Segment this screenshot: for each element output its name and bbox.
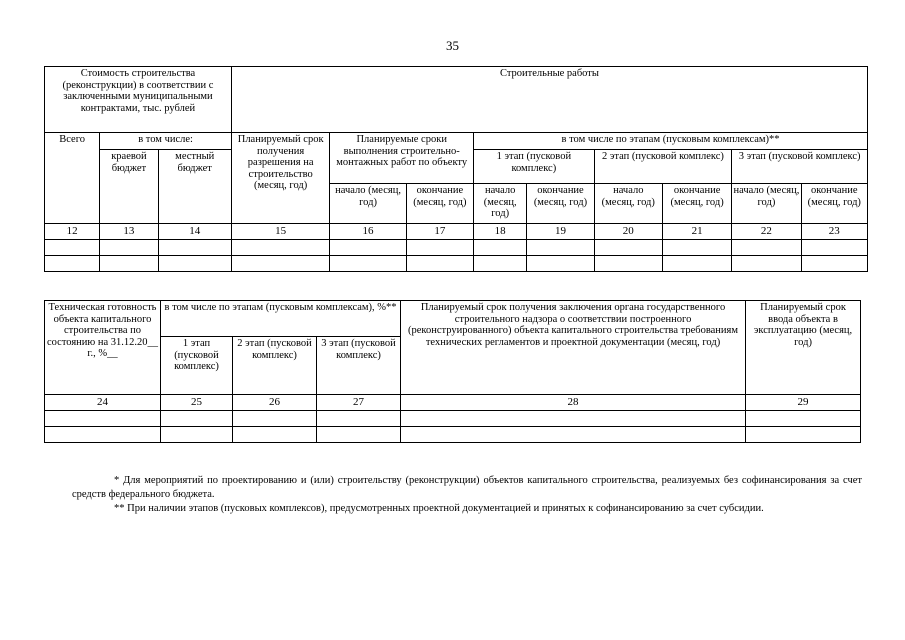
column-number: 23 (801, 224, 867, 240)
header-start: начало (месяц, год) (330, 184, 406, 224)
column-number: 27 (317, 395, 401, 411)
column-number: 29 (746, 395, 861, 411)
column-number: 17 (406, 224, 473, 240)
table-row (45, 240, 868, 256)
header-stage-1: 1 этап (пусковой комплекс) (161, 337, 233, 395)
header-stage-2: 2 этап (пусковой комплекс) (594, 150, 732, 184)
column-number: 21 (662, 224, 731, 240)
column-number: 12 (45, 224, 100, 240)
column-number: 20 (594, 224, 662, 240)
footnote-1: * Для мероприятий по проектированию и (или) строительству (реконструкции) объектов капитального строительства, реализуемых без софинансирования за счет средств федерального бюджета. (72, 475, 862, 500)
column-number: 26 (233, 395, 317, 411)
column-number: 28 (401, 395, 746, 411)
column-number: 25 (161, 395, 233, 411)
column-number: 13 (100, 224, 158, 240)
column-number: 22 (732, 224, 801, 240)
column-number: 24 (45, 395, 161, 411)
column-number: 15 (231, 224, 329, 240)
header-stage-1: 1 этап (пусковой комплекс) (474, 150, 595, 184)
table-row (45, 256, 868, 272)
header-stages: в том числе по этапам (пусковым комплексам)** (474, 133, 868, 150)
header-local-budget: местный бюджет (158, 150, 231, 224)
technical-readiness-table (44, 300, 861, 443)
header-technical-readiness: Техническая готовность объекта капитального строительства по состоянию на 31.12.20__ г., %__ (45, 301, 161, 395)
footnote-2: ** При наличии этапов (пусковых комплексов), предусмотренных проектной документацией и принятых к софинансированию за счет субсидии. (114, 503, 764, 514)
header-stage1-start: начало (месяц, год) (474, 184, 527, 224)
header-total: Всего (45, 133, 100, 224)
header-commissioning-date: Планируемый срок ввода объекта в эксплуатацию (месяц, год) (746, 301, 861, 395)
construction-cost-table (44, 66, 868, 272)
header-conclusion-date: Планируемый срок получения заключения органа государственного строительного надзора о соответствии построенного (реконструированного) объекта капитального строительства требованиям технических регламентов и проектной документации (месяц, год) (401, 301, 746, 395)
column-number: 14 (158, 224, 231, 240)
header-works-terms: Планируемые сроки выполнения строительно-монтажных работ по объекту (330, 133, 474, 184)
header-stage2-start: начало (месяц, год) (594, 184, 662, 224)
table-row (45, 427, 861, 443)
header-stages: в том числе по этапам (пусковым комплексам), %** (161, 301, 401, 337)
header-including: в том числе: (100, 133, 232, 150)
column-number: 19 (527, 224, 594, 240)
column-number: 18 (474, 224, 527, 240)
header-stage-2: 2 этап (пусковой комплекс) (233, 337, 317, 395)
page-number: 35 (446, 38, 459, 53)
header-stage3-end: окончание (месяц, год) (801, 184, 867, 224)
header-stage-3: 3 этап (пусковой комплекс) (732, 150, 868, 184)
header-cost: Стоимость строительства (реконструкции) в соответствии с заключенными муниципальными контрактами, тыс. рублей (45, 67, 232, 133)
header-stage-3: 3 этап (пусковой комплекс) (317, 337, 401, 395)
header-stage2-end: окончание (месяц, год) (662, 184, 731, 224)
header-works: Строительные работы (231, 67, 867, 133)
header-regional-budget: краевой бюджет (100, 150, 158, 224)
column-number: 16 (330, 224, 406, 240)
header-permit-date: Планируемый срок получения разрешения на строительство (месяц, год) (231, 133, 329, 224)
header-stage1-end: окончание (месяц, год) (527, 184, 594, 224)
header-end: окончание (месяц, год) (406, 184, 473, 224)
table-row (45, 411, 861, 427)
header-stage3-start: начало (месяц, год) (732, 184, 801, 224)
